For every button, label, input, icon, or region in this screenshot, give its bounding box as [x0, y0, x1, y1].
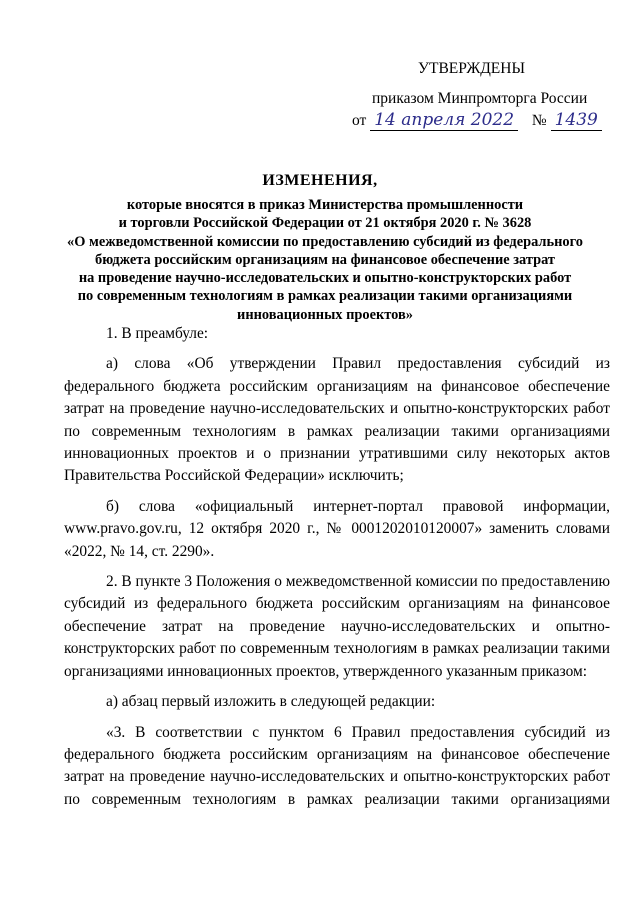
subtitle-line: на проведение научно-исследовательских и опытно-конструкторских работ	[78, 270, 572, 287]
document-subtitle	[40, 196, 610, 324]
subtitle-line: «О межведомственной комиссии по предоставлению субсидий из федерального	[67, 233, 583, 250]
subtitle-line: по современным технологиям в рамках реализации такими организациями	[77, 288, 573, 305]
order-reference: приказом Минпромторга России	[372, 90, 588, 107]
subtitle-line: и торговли Российской Федерации от 21 октября 2020 г. № 3628	[118, 215, 532, 232]
document-body	[64, 323, 610, 811]
document-title: ИЗМЕНЕНИЯ,	[262, 172, 378, 189]
paragraph-1b: б) слова «официальный интернет-портал правовой информации, www.pravo.gov.ru, 12 октября 2020 г., № 0001202010120007» заменить словами «2022, № 14, ст. 2290».	[64, 497, 610, 560]
subtitle-line: инновационных проектов»	[237, 306, 413, 323]
handwritten-number: 1439	[551, 110, 602, 131]
subtitle-line: которые вносятся в приказ Министерства промышленности	[126, 197, 524, 213]
paragraph-1a: а) слова «Об утверждении Правил предоставления субсидий из федерального бюджета российским организациям на финансовое обеспечение затрат на проведение научно-исследовательских и опытно-конструкторских работ по современным технологиям в рамках реализации такими организациями инновационных проектов и о признании утратившими силу некоторых актов Правительства Российской Федерации» исключить;	[64, 355, 610, 485]
approved-label: УТВЕРЖДЕНЫ	[418, 60, 525, 77]
number-label: №	[531, 112, 547, 129]
paragraph-1: 1. В преамбуле:	[106, 325, 209, 342]
date-prefix: от	[352, 112, 367, 129]
paragraph-3: «3. В соответствии с пунктом 6 Правил предоставления субсидий из федерального бюджета российским организациям на финансовое обеспечение затрат на проведение научно-исследовательских и опытно-конструкторских работ по современным технологиям в рамках реализации такими организациями	[64, 723, 610, 808]
handwritten-date: 14 апреля 2022	[370, 110, 518, 131]
paragraph-2a: а) абзац первый изложить в следующей редакции:	[106, 693, 436, 711]
paragraph-2: 2. В пункте 3 Положения о межведомственной комиссии по предоставлению субсидий из федерального бюджета российским организациям на финансовое обеспечение затрат на проведение научно-исследовательских и опытно-конструкторских работ по современным технологиям в рамках реализации такими организациями инновационных проектов, утвержденного указанным приказом:	[64, 573, 610, 680]
subtitle-line: бюджета российским организациям на финансовое обеспечение затрат	[95, 251, 555, 268]
order-date-line	[352, 110, 602, 130]
